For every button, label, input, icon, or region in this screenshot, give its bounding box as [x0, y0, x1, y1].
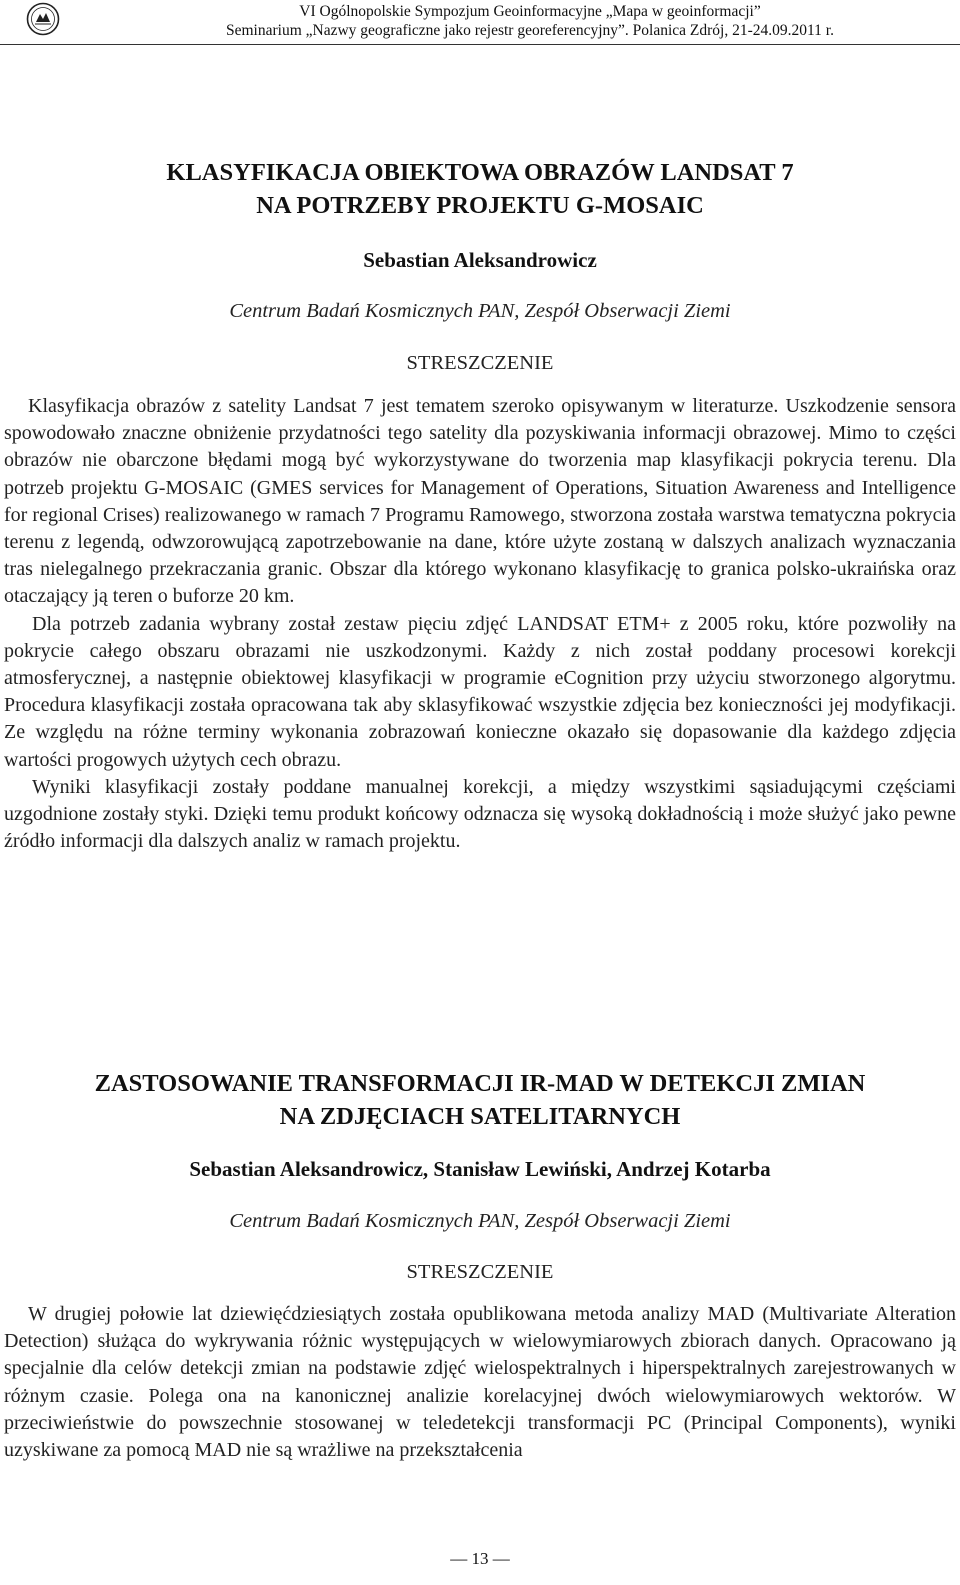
- header-text: [226, 2, 834, 40]
- article1-affiliation: Centrum Badań Kosmicznych PAN, Zespół Obserwacji Ziemi: [229, 300, 731, 322]
- article2-title-line-2: NA ZDJĘCIACH SATELITARNYCH: [279, 1103, 681, 1130]
- article1-title-line-1: KLASYFIKACJA OBIEKTOWA OBRAZÓW LANDSAT 7: [166, 159, 794, 186]
- article1-title: [0, 156, 960, 222]
- article2-affiliation: Centrum Badań Kosmicznych PAN, Zespół Obserwacji Ziemi: [229, 1210, 731, 1232]
- article1-paragraph-3: Wyniki klasyfikacji zostały poddane manualnej korekcji, a między wszystkimi sąsiadującymi częściami uzgodnione zostały styki. Dzięki temu produkt końcowy odznacza się wysoką dokładnością i może służyć jako pewne źródło informacji dla dalszych analiz w ramach projektu.: [4, 775, 956, 853]
- article2-title-line-1: ZASTOSOWANIE TRANSFORMACJI IR-MAD W DETEKCJI ZMIAN: [94, 1070, 866, 1097]
- article1-authors: Sebastian Aleksandrowicz: [363, 248, 597, 272]
- article2-authors: Sebastian Aleksandrowicz, Stanisław Lewiński, Andrzej Kotarba: [189, 1157, 771, 1181]
- article1-abstract-body: [4, 393, 956, 855]
- header-line-1: VI Ogólnopolskie Sympozjum Geoinformacyjne „Mapa w geoinformacji”: [299, 3, 761, 20]
- society-logo-icon: [26, 2, 60, 36]
- article2-title: [0, 1067, 960, 1133]
- article1-abstract-heading: STRESZCZENIE: [406, 352, 554, 374]
- article1-paragraph-2: Dla potrzeb zadania wybrany został zestaw pięciu zdjęć LANDSAT ETM+ z 2005 roku, które pozwoliły na pokrycie całego obszaru obrazami nie uszkodzonymi. Każdy z nich został poddany procesowi korekcji atmosferycznej, a następnie obiektowej klasyfikacji w programie eCognition przy użyciu stworzonego algorytmu. Procedura klasyfikacji została opracowana tak aby sklasyfikować wszystkie zdjęcia bez konieczności jej modyfikacji. Ze względu na różne terminy wykonania zobrazowań konieczne okazało się dopasowanie dla każdego zdjęcia wartości progowych użytych cech obrazu.: [4, 612, 956, 771]
- article2-abstract-body: [4, 1301, 956, 1464]
- article2-paragraph-1: W drugiej połowie lat dziewięćdziesiątych została opublikowana metoda analizy MAD (Multivariate Alteration Detection) służąca do wykrywania różnic występujących w wielowymiarowych zbiorach danych. Opracowano ją specjalnie dla celów detekcji zmian na podstawie zdjęć wielospektralnych i hiperspektralnych zarejestrowanych w różnym czasie. Polega ona na kanonicznej analizie korelacyjnej dwóch wielowymiarowych wektorów. W przeciwieństwie do powszechnie stosowanej w teledetekcji transformacji PC (Principal Components), wyniki uzyskiwane za pomocą MAD nie są wrażliwe na przekształcenia: [4, 1303, 956, 1462]
- article2-abstract-heading: STRESZCZENIE: [406, 1261, 554, 1283]
- page-number: — 13 —: [450, 1549, 510, 1568]
- article1-paragraph-1: Klasyfikacja obrazów z satelity Landsat 7 jest tematem szeroko opisywanym w literaturze. Uszkodzenie sensora spowodowało znaczne obniżenie przydatności tego satelity dla pozyskiwania informacji obrazowej. Mimo to części obrazów nie obarczone błędami mogą być wykorzystywane do tworzenia map klasyfikacji pokrycia terenu. Dla potrzeb projektu G-MOSAIC (GMES services for Management of Operations, Situation Awareness and Intelligence for regional Crises) realizowanego w ramach 7 Programu Ramowego, stworzona została warstwa tematyczna pokrycia terenu z legendą, odwzorowującą zapotrzebowanie na dane, które użyte zostaną w dalszych analizach wyznaczania tras nielegalnego przekraczania granic. Obszar dla którego wykonano klasyfikację to granica polsko-ukraińska oraz otaczający ją teren o buforze 20 km.: [4, 395, 956, 608]
- running-header: [0, 0, 960, 45]
- article1-title-line-2: NA POTRZEBY PROJEKTU G-MOSAIC: [256, 192, 704, 219]
- header-line-2: Seminarium „Nazwy geograficzne jako rejestr georeferencyjny”. Polanica Zdrój, 21-24.09.2011 r.: [225, 22, 834, 39]
